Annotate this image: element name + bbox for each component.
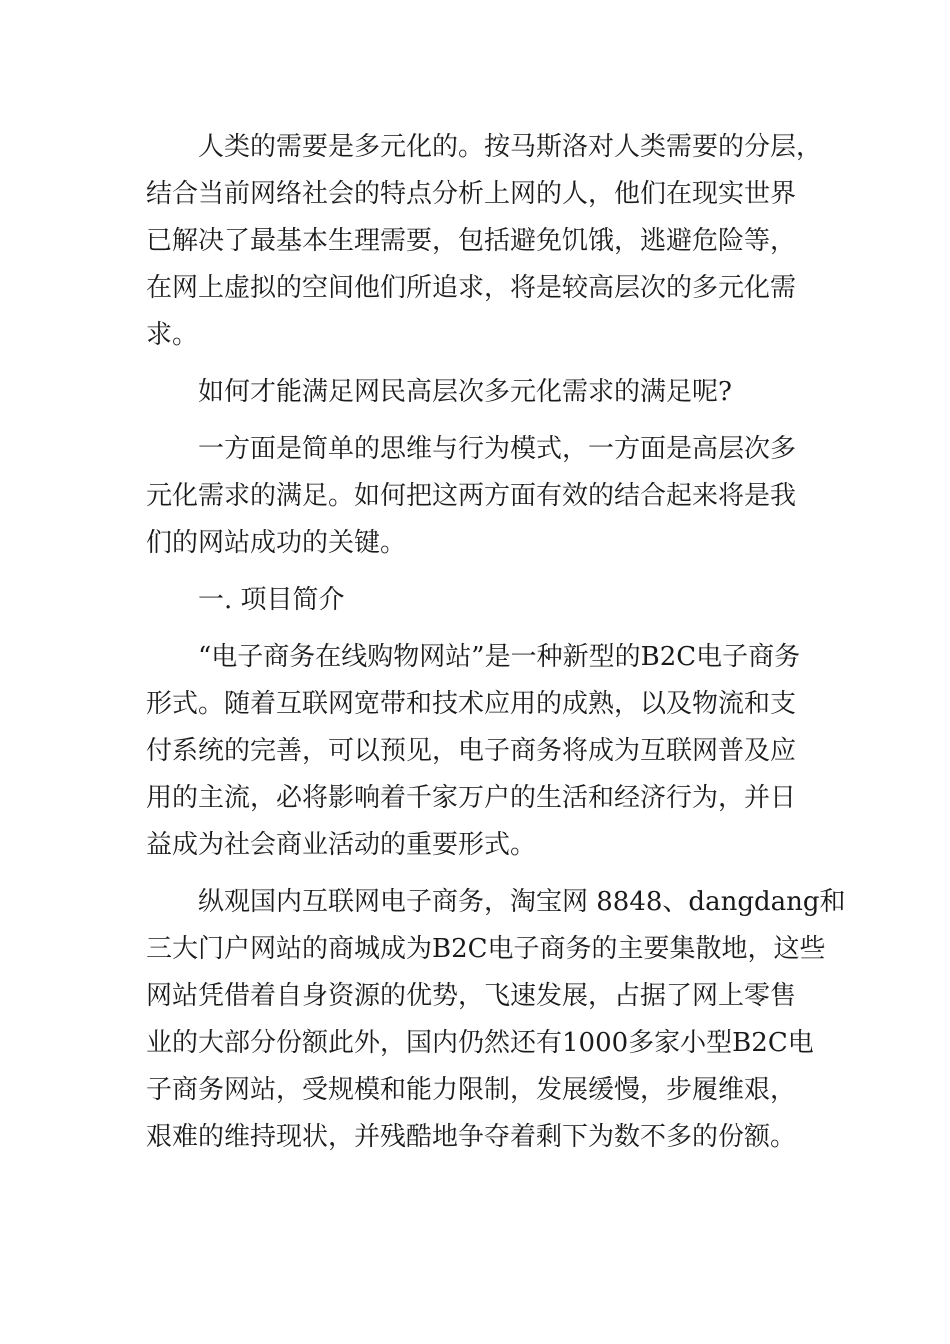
section-heading-project-intro bbox=[146, 577, 810, 624]
paragraph-maslow bbox=[146, 124, 823, 359]
text-line: 三大门户网站的商城成为B2C电子商务的主要集散地，这些 bbox=[146, 934, 826, 964]
section-heading: 一. 项目简介 bbox=[198, 585, 345, 615]
text-line: 元化需求的满足。如何把这两方面有效的结合起来将是我 bbox=[146, 481, 797, 511]
text-line: 网站凭借着自身资源的优势，飞速发展，占据了网上零售 bbox=[146, 981, 797, 1011]
text-line: “电子商务在线购物网站”是一种新型的B2C电子商务 bbox=[198, 642, 801, 672]
text-line: 在网上虚拟的空间他们所追求，将是较高层次的多元化需 bbox=[146, 273, 797, 303]
text-line: 子商务网站，受规模和能力限制，发展缓慢，步履维艰， bbox=[146, 1075, 797, 1105]
document-body bbox=[146, 124, 846, 1171]
text-line: 人类的需要是多元化的。按马斯洛对人类需要的分层， bbox=[198, 132, 823, 162]
text-line: 纵观国内互联网电子商务，淘宝网 8848、dangdang和 bbox=[198, 887, 846, 917]
paragraph-question bbox=[146, 369, 810, 416]
text-line: 如何才能满足网民高层次多元化需求的满足呢? bbox=[198, 377, 732, 407]
text-line: 结合当前网络社会的特点分析上网的人，他们在现实世界 bbox=[146, 179, 797, 209]
paragraph-two-aspects bbox=[146, 426, 810, 567]
text-line: 求。 bbox=[146, 320, 199, 350]
text-line: 付系统的完善，可以预见，电子商务将成为互联网普及应 bbox=[146, 736, 797, 766]
paragraph-domestic-market bbox=[146, 879, 846, 1161]
text-line: 已解决了最基本生理需要，包括避免饥饿，逃避危险等， bbox=[146, 226, 797, 256]
text-line: 形式。随着互联网宽带和技术应用的成熟，以及物流和支 bbox=[146, 689, 797, 719]
text-line: 艰难的维持现状，并残酷地争夺着剩下为数不多的份额。 bbox=[146, 1122, 797, 1152]
text-line: 一方面是简单的思维与行为模式，一方面是高层次多 bbox=[198, 434, 797, 464]
text-line: 益成为社会商业活动的重要形式。 bbox=[146, 830, 537, 860]
text-line: 们的网站成功的关键。 bbox=[146, 528, 407, 558]
paragraph-b2c-intro bbox=[146, 634, 810, 869]
text-line: 业的大部分份额此外，国内仍然还有1000多家小型B2C电 bbox=[146, 1028, 814, 1058]
text-line: 用的主流，必将影响着千家万户的生活和经济行为，并日 bbox=[146, 783, 797, 813]
